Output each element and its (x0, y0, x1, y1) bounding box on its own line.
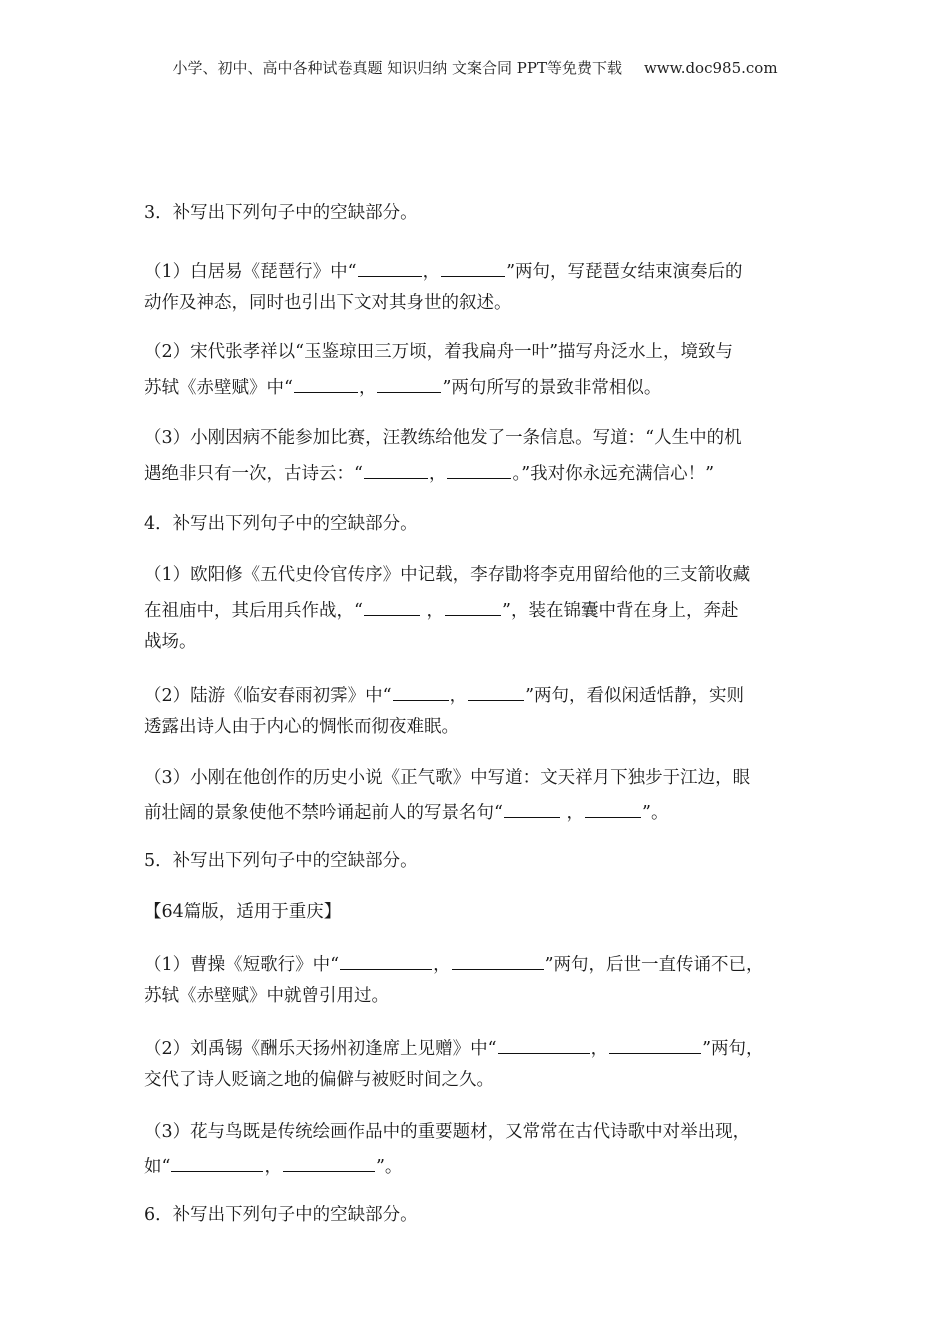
q3-p3-line2: 遇绝非只有一次，古诗云：“ ， 。”我对你永远充满信心！” (144, 461, 714, 485)
answer-blank[interactable] (364, 598, 420, 616)
q6-title: 6．补写出下列句子中的空缺部分。 (144, 1205, 418, 1225)
page-header (0, 57, 950, 78)
q5-p1-line2: 苏轼《赤壁赋》中就曾引用过。 (144, 986, 389, 1006)
answer-blank[interactable] (452, 952, 544, 970)
answer-blank[interactable] (447, 461, 511, 479)
q5-p2-line1: （2）刘禹锡《酬乐天扬州初逢席上见赠》中“ ， ”两句， (144, 1036, 764, 1060)
header-text: 小学、初中、高中各种试卷真题 知识归纳 文案合同 PPT等免费下载 (172, 59, 622, 77)
answer-blank[interactable] (358, 259, 422, 277)
answer-blank[interactable] (283, 1154, 375, 1172)
q4-p1-line3: 战场。 (144, 632, 197, 652)
answer-blank[interactable] (393, 683, 449, 701)
q4-p3-line1: （3）小刚在他创作的历史小说《正气歌》中写道：文天祥月下独步于江边，眼 (144, 768, 751, 788)
answer-blank[interactable] (498, 1036, 590, 1054)
q5-p1-line1: （1）曹操《短歌行》中“ ， ”两句，后世一直传诵不已， (144, 952, 764, 976)
q5-p2-line2: 交代了诗人贬谪之地的偏僻与被贬时间之久。 (144, 1070, 494, 1090)
answer-blank[interactable] (609, 1036, 701, 1054)
answer-blank[interactable] (504, 800, 560, 818)
answer-blank[interactable] (171, 1154, 263, 1172)
q3-p2-line2: 苏轼《赤壁赋》中“ ， ”两句所写的景致非常相似。 (144, 375, 661, 399)
q4-p1-line2: 在祖庙中，其后用兵作战，“ ， ”，装在锦囊中背在身上，奔赴 (144, 598, 738, 622)
q5-title: 5．补写出下列句子中的空缺部分。 (144, 851, 418, 871)
q5-p3-line1: （3）花与鸟既是传统绘画作品中的重要题材，又常常在古代诗歌中对举出现， (144, 1122, 751, 1142)
answer-blank[interactable] (340, 952, 432, 970)
q3-p2-line1: （2）宋代张孝祥以“玉鉴琼田三万顷，着我扁舟一叶”描写舟泛水上，境致与 (144, 342, 734, 362)
q5-edition: 【64篇版，适用于重庆】 (144, 902, 342, 922)
answer-blank[interactable] (377, 375, 441, 393)
q4-p3-line2: 前壮阔的景象使他不禁吟诵起前人的写景名句“ ， ”。 (144, 800, 668, 824)
answer-blank[interactable] (441, 259, 505, 277)
answer-blank[interactable] (468, 683, 524, 701)
q4-p1-line1: （1）欧阳修《五代史伶官传序》中记载，李存勖将李克用留给他的三支箭收藏 (144, 565, 751, 585)
q3-p1-line2: 动作及神态，同时也引出下文对其身世的叙述。 (144, 293, 512, 313)
answer-blank[interactable] (445, 598, 501, 616)
q3-p1-line1: （1）白居易《琵琶行》中“ ， ”两句，写琵琶女结束演奏后的 (144, 259, 743, 283)
q4-p2-line1: （2）陆游《临安春雨初霁》中“ ， ”两句，看似闲适恬静，实则 (144, 683, 744, 707)
answer-blank[interactable] (364, 461, 428, 479)
q3-p3-line1: （3）小刚因病不能参加比赛，汪教练给他发了一条信息。写道：“人生中的机 (144, 428, 742, 448)
q4-title: 4．补写出下列句子中的空缺部分。 (144, 514, 418, 534)
q5-p3-line2: 如“ ， ”。 (144, 1154, 402, 1178)
q4-p2-line2: 透露出诗人由于内心的惆怅而彻夜难眠。 (144, 717, 459, 737)
answer-blank[interactable] (294, 375, 358, 393)
q3-title: 3．补写出下列句子中的空缺部分。 (144, 203, 418, 223)
header-url[interactable]: www.doc985.com (643, 59, 778, 77)
answer-blank[interactable] (585, 800, 641, 818)
